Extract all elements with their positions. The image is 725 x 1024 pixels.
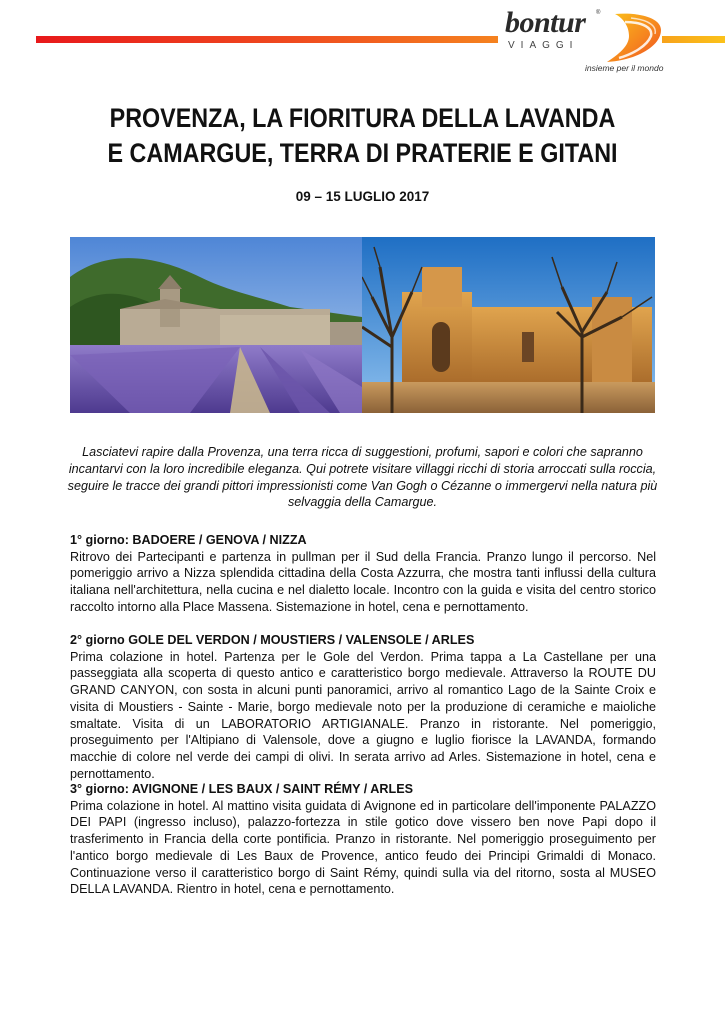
brand-logo-name: bontur [505, 6, 586, 39]
page-title [44, 101, 682, 171]
day-2-section [70, 632, 656, 782]
castle-photo [362, 237, 655, 413]
day-2-text: Prima colazione in hotel. Partenza per le Gole del Verdon. Prima tappa a La Castellane per una passeggiata alla scoperta di questo antico e caratteristico borgo medievale. Attraverso la ROUTE DU GRAND CANYON, con sosta in alcuni punti panoramici, arrivo al romantico Lago de la Sainte Croix e visita di Moustiers - Sainte - Marie, borgo medievale noto per la produzione di ceramiche e maioliche smaltate. Visita di un LABORATORIO ARTIGIANALE. Pranzo in ristorante. Nel pomeriggio, proseguimento per l'Altipiano di Valensole, dove a giugno e luglio fiorisce la LAVANDA, formando macchie di colore nel verde dei campi di olivi. In serata arrivo ad Arles. Sistemazione in hotel, cena e pernottamento. [70, 649, 656, 781]
brand-registered-mark: ® [596, 10, 601, 16]
day-1-text: Ritrovo dei Partecipanti e partenza in pullman per il Sud della Francia. Pranzo lungo il percorso. Nel pomeriggio arrivo a Nizza splendida cittadina della Costa Azzurra, che mostra tanti influssi della cultura italiana nell'architettura, nella cucina e nel dialetto locale. Incontro con la guida e visita del centro storico raccolto intorno alla Place Massena. Sistemazione in hotel, cena e pernottamento. [70, 549, 656, 614]
day-3-heading: 3° giorno: AVIGNONE / LES BAUX / SAINT RÉMY / ARLES [70, 782, 413, 796]
brand-subtitle: VIAGGI [508, 40, 579, 51]
day-1-heading: 1° giorno: BADOERE / GENOVA / NIZZA [70, 533, 307, 547]
day-1-section [70, 532, 656, 616]
logo-swoosh-icon [585, 12, 663, 64]
day-2-heading: 2° giorno GOLE DEL VERDON / MOUSTIERS / VALENSOLE / ARLES [70, 633, 475, 647]
day-3-section [70, 781, 656, 898]
header-accent-bar-right [662, 36, 725, 43]
trip-dates: 09 – 15 LUGLIO 2017 [295, 189, 430, 204]
intro-paragraph: Lasciatevi rapire dalla Provenza, una terra ricca di suggestioni, profumi, sapori e colori che sapranno incantarvi con la loro incredibile eleganza. Qui potrete visitare villaggi ricchi di storia arroccati sulla roccia, seguire le tracce dei grandi pittori impressionisti come Van Gogh o Cézanne o immergervi nella natura più selvaggia della Camargue. [67, 445, 658, 510]
header-accent-bar [36, 36, 498, 43]
lavender-abbey-photo [70, 237, 362, 413]
title-line-2: E CAMARGUE, TERRA DI PRATERIE E GITANI [107, 138, 618, 168]
day-3-text: Prima colazione in hotel. Al mattino visita guidata di Avignone ed in particolare dell'imponente PALAZZO DEI PAPI (ingresso incluso), palazzo-fortezza in stile gotico dove vissero ben nove Papi dopo il trasferimento in Francia della corte pontificia. Pranzo in ristorante. Nel pomeriggio proseguimento per l'antico borgo medievale di Les Baux de Provence, antico feudo dei Principi Grimaldi di Monaco. Continuazione verso il caratteristico borgo di Saint Rémy, quindi sulla via del ritorno, sosta al MUSEO DELLA LAVANDA. Rientro in hotel, cena e pernottamento. [70, 798, 656, 897]
brand-tagline: insieme per il mondo [585, 63, 664, 73]
title-line-1: PROVENZA, LA FIORITURA DELLA LAVANDA [109, 103, 616, 133]
